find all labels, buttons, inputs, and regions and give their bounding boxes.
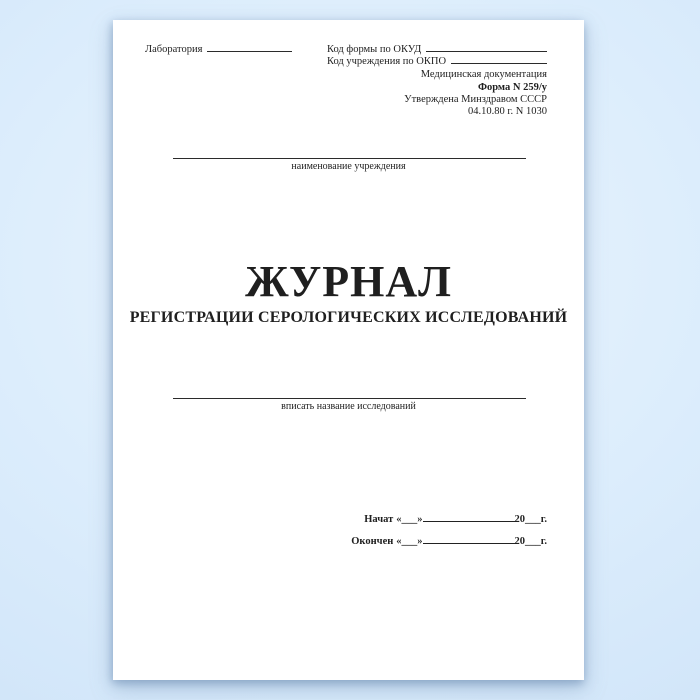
institution-caption: наименование учреждения <box>291 161 406 172</box>
finished-day-blank: «___» <box>396 536 423 547</box>
journal-title: ЖУРНАЛ <box>245 257 452 306</box>
okpo-label: Код учреждения по ОКПО <box>327 56 447 68</box>
laboratory-label: Лаборатория <box>145 44 203 55</box>
okud-code-row <box>327 44 547 56</box>
approved-by-line: Утверждена Минздравом СССР <box>404 93 547 105</box>
started-day-blank: «___» <box>396 514 423 525</box>
okud-label: Код формы по ОКУД <box>327 44 422 55</box>
codes-block <box>327 44 547 118</box>
research-caption: вписать название исследований <box>281 401 416 412</box>
laboratory-blank-line <box>207 49 292 52</box>
document-approval-block <box>327 69 547 118</box>
dates-block <box>345 513 547 557</box>
approval-date-line: 04.10.80 г. N 1030 <box>468 106 547 118</box>
started-date-row <box>345 513 547 526</box>
started-year-blank: 20___г. <box>514 514 547 525</box>
finished-date-row <box>345 535 547 548</box>
finished-month-blank-line <box>423 541 515 544</box>
finished-label: Окончен <box>351 536 394 547</box>
laboratory-field <box>145 44 292 56</box>
started-month-blank-line <box>423 519 515 522</box>
okpo-code-row <box>327 56 547 68</box>
doc-type-line: Медицинская документация <box>420 69 547 81</box>
research-blank-line <box>173 398 526 399</box>
institution-blank-line <box>173 158 526 159</box>
started-label: Начат <box>364 514 394 525</box>
journal-cover-page <box>113 20 584 680</box>
journal-subtitle: РЕГИСТРАЦИИ СЕРОЛОГИЧЕСКИХ ИССЛЕДОВАНИЙ <box>129 309 568 326</box>
form-number-line: Форма N 259/у <box>477 81 547 93</box>
okpo-blank-line <box>451 61 547 64</box>
finished-year-blank: 20___г. <box>514 536 547 547</box>
okud-blank-line <box>426 49 547 52</box>
